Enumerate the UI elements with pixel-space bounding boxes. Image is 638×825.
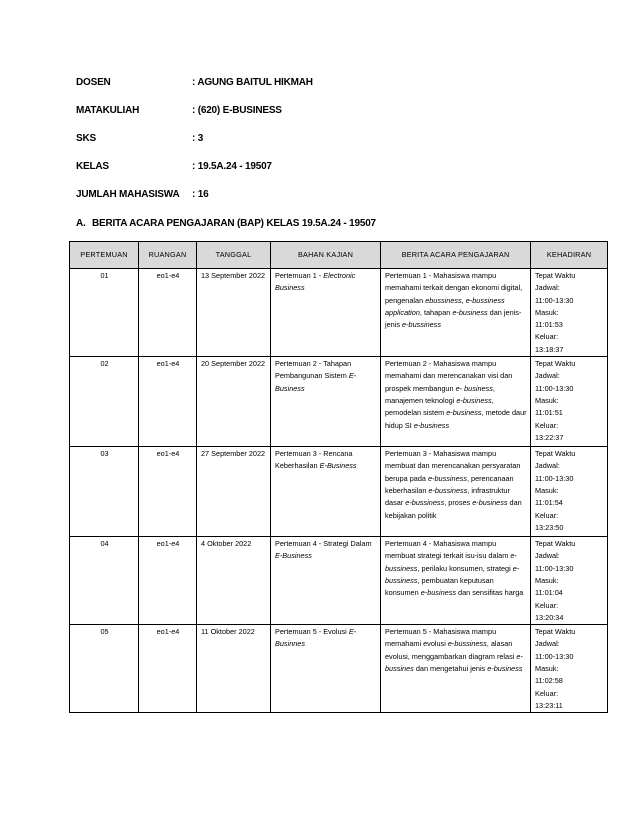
jumlah-mahasiswa-label: JUMLAH MAHASISWA <box>76 189 180 200</box>
kehadiran-line: Keluar: <box>535 332 559 342</box>
col-header-ruangan: RUANGAN <box>139 242 197 269</box>
berita-acara-segment: , pembuatan keputusan konsumen <box>385 575 494 598</box>
kehadiran-line: Jadwal: <box>535 551 560 561</box>
berita-acara-segment: , alasan evolusi, menggambarkan diagram relasi <box>385 639 517 661</box>
col-header-bahan-kajian: BAHAN KAJIAN <box>271 242 381 269</box>
table-row <box>70 537 608 625</box>
berita-acara-segment: ebussiness, e-bussiness application <box>385 295 505 317</box>
berita-acara-segment: e-business <box>472 498 508 508</box>
table-row <box>70 447 608 537</box>
col-header-berita-acara: BERITA ACARA PENGAJARAN <box>381 242 531 269</box>
berita-acara-segment: e-business <box>452 307 488 317</box>
kehadiran-line: Masuk: <box>535 485 559 495</box>
kehadiran-line: Jadwal: <box>535 283 560 293</box>
table-row <box>70 269 608 357</box>
kehadiran-line: Masuk: <box>535 575 559 585</box>
bahan-kajian-cell <box>271 537 381 625</box>
bahan-kajian-text: Pertemuan 2 - Tahapan Pembangunan Sistem <box>275 359 352 381</box>
berita-acara-segment: , perilaku konsumen, strategi <box>417 563 513 573</box>
berita-acara-segment: e-bussiness <box>428 473 467 483</box>
berita-acara-segment: e- business <box>455 383 493 393</box>
kehadiran-line: 13:22:37 <box>535 432 564 442</box>
berita-acara-segment: Pertemuan 5 - Mahasiswa mampu memahami evolusi <box>385 627 497 649</box>
kehadiran-line: Tepat Waktu <box>535 539 576 549</box>
berita-acara-segment: dan mengetahui jenis <box>413 664 488 674</box>
berita-acara-segment: e-bussiness <box>385 563 520 585</box>
ruangan-cell: eo1-e4 <box>139 357 197 447</box>
section-heading <box>76 218 376 229</box>
sks-label: SKS <box>76 133 96 144</box>
kehadiran-line: Tepat Waktu <box>535 627 576 637</box>
kehadiran-line: Tepat Waktu <box>535 359 576 369</box>
berita-acara-cell <box>381 447 531 537</box>
table-row <box>70 625 608 713</box>
dosen-value: : AGUNG BAITUL HIKMAH <box>192 77 313 88</box>
kehadiran-line: Jadwal: <box>535 461 560 471</box>
kehadiran-cell <box>531 357 608 447</box>
bahan-kajian-text: Pertemuan 4 - Strategi Dalam <box>275 539 372 549</box>
kehadiran-line: 11:00-13:30 <box>535 651 574 661</box>
ruangan-cell: eo1-e4 <box>139 625 197 713</box>
table-row <box>70 357 608 447</box>
kehadiran-line: 11:01:54 <box>535 498 563 508</box>
berita-acara-segment: e-bussiness <box>405 498 445 508</box>
kehadiran-line: Keluar: <box>535 510 559 520</box>
pertemuan-cell: 01 <box>70 269 139 357</box>
kehadiran-line: 11:02:58 <box>535 676 563 686</box>
berita-acara-segment: dan sensifitas harga <box>456 588 524 598</box>
berita-acara-segment: e-business <box>487 664 523 674</box>
kehadiran-line: 13:23:50 <box>535 522 564 532</box>
berita-acara-segment: , proses <box>444 498 473 508</box>
kehadiran-line: 13:18:37 <box>535 344 564 354</box>
berita-acara-segment: Pertemuan 2 - Mahasiswa mampu memahami dan merencanakan visi dan prospek membangun <box>385 359 513 393</box>
kehadiran-line: Tepat Waktu <box>535 271 576 280</box>
kehadiran-line: 11:01:53 <box>535 320 563 330</box>
matakuliah-label: MATAKULIAH <box>76 105 140 116</box>
col-header-tanggal: TANGGAL <box>197 242 271 269</box>
berita-acara-segment: e-bussiness <box>447 639 487 649</box>
pertemuan-cell: 05 <box>70 625 139 713</box>
col-header-pertemuan: PERTEMUAN <box>70 242 139 269</box>
kehadiran-line: 11:00-13:30 <box>535 473 574 483</box>
bahan-kajian-italic: E-Business <box>319 461 357 471</box>
kehadiran-line: Masuk: <box>535 664 559 674</box>
tanggal-cell: 20 September 2022 <box>197 357 271 447</box>
berita-acara-segment: Pertemuan 4 - Mahasiswa mampu membuat strategi terkait isu-isu dalam <box>385 539 511 561</box>
pertemuan-cell: 03 <box>70 447 139 537</box>
kehadiran-line: Masuk: <box>535 395 559 405</box>
kehadiran-cell <box>531 269 608 357</box>
berita-acara-segment: e-business <box>420 588 456 598</box>
bahan-kajian-italic: E-Business <box>275 551 312 561</box>
berita-acara-segment: Pertemuan 1 - Mahasiswa mampu memahami terkait dengan ekonomi digital, pengenalan <box>385 271 523 305</box>
berita-acara-segment: Pertemuan 3 - Mahasiswa mampu membuat dan merencanakan persyaratan berupa pada <box>385 449 521 483</box>
bahan-kajian-text: Pertemuan 1 - <box>275 271 322 280</box>
table-header-row <box>70 242 608 269</box>
bap-table <box>69 241 608 713</box>
bahan-kajian-text: Pertemuan 3 - Rencana Keberhasilan <box>275 449 353 471</box>
bahan-kajian-cell <box>271 269 381 357</box>
kehadiran-line: Keluar: <box>535 688 559 698</box>
kehadiran-cell <box>531 447 608 537</box>
bahan-kajian-italic: E-Businnes <box>275 627 357 649</box>
berita-acara-cell <box>381 625 531 713</box>
berita-acara-segment: e-business <box>413 420 450 430</box>
ruangan-cell: eo1-e4 <box>139 269 197 357</box>
tanggal-cell: 27 September 2022 <box>197 447 271 537</box>
berita-acara-segment: e-bussiness <box>428 485 468 495</box>
berita-acara-segment: , tahapan <box>419 307 453 317</box>
bahan-kajian-cell <box>271 357 381 447</box>
bahan-kajian-italic: E-Business <box>275 371 357 393</box>
berita-acara-segment: , perencanaan keberhasilan <box>385 473 514 495</box>
kehadiran-line: 11:01:04 <box>535 588 563 598</box>
berita-acara-segment: dan jenis-jenis <box>385 307 522 330</box>
kehadiran-line: Tepat Waktu <box>535 449 576 459</box>
berita-acara-segment: , infrastruktur dasar <box>385 485 510 508</box>
kehadiran-line: Jadwal: <box>535 371 560 381</box>
tanggal-cell: 4 Oktober 2022 <box>197 537 271 625</box>
kehadiran-line: 11:00-13:30 <box>535 563 574 573</box>
sks-value: : 3 <box>192 133 204 144</box>
kehadiran-line: 13:23:11 <box>535 700 563 710</box>
matakuliah-value: : (620) E-BUSINESS <box>192 105 282 116</box>
kehadiran-cell <box>531 537 608 625</box>
jumlah-mahasiswa-value: : 16 <box>192 189 209 200</box>
berita-acara-segment: , manajemen teknologi <box>385 383 495 405</box>
kehadiran-line: 11:00-13:30 <box>535 383 574 393</box>
col-header-kehadiran: KEHADIRAN <box>531 242 608 269</box>
tanggal-cell: 13 September 2022 <box>197 269 271 357</box>
bahan-kajian-text: Pertemuan 5 - Evolusi <box>275 627 347 637</box>
kehadiran-line: Keluar: <box>535 600 559 610</box>
kehadiran-line: Masuk: <box>535 307 559 317</box>
berita-acara-segment: e-business <box>446 408 482 418</box>
kehadiran-line: 11:00-13:30 <box>535 295 574 305</box>
kehadiran-line: 13:20:34 <box>535 612 564 622</box>
berita-acara-cell <box>381 537 531 625</box>
kehadiran-line: Jadwal: <box>535 639 560 649</box>
bahan-kajian-italic: Electronic Business <box>275 271 356 293</box>
berita-acara-segment: , metode daur hidup SI <box>385 408 527 430</box>
kelas-label: KELAS <box>76 161 109 172</box>
berita-acara-segment: e-bussiness <box>385 551 517 573</box>
kelas-value: : 19.5A.24 - 19507 <box>192 161 272 172</box>
berita-acara-segment: e-bussiness <box>402 320 441 330</box>
ruangan-cell: eo1-e4 <box>139 537 197 625</box>
kehadiran-cell <box>531 625 608 713</box>
pertemuan-cell: 02 <box>70 357 139 447</box>
berita-acara-segment: , pemodelan sistem <box>385 395 494 418</box>
pertemuan-cell: 04 <box>70 537 139 625</box>
bahan-kajian-cell <box>271 447 381 537</box>
berita-acara-segment: e-bussines <box>385 651 523 674</box>
berita-acara-segment: e-business <box>456 395 492 405</box>
berita-acara-cell <box>381 357 531 447</box>
section-title: BERITA ACARA PENGAJARAN (BAP) KELAS 19.5A.24 - 19507 <box>92 218 376 229</box>
section-letter: A. <box>76 218 86 229</box>
tanggal-cell: 11 Oktober 2022 <box>197 625 271 713</box>
bahan-kajian-cell <box>271 625 381 713</box>
kehadiran-line: 11:01:51 <box>535 408 563 418</box>
kehadiran-line: Keluar: <box>535 420 559 430</box>
berita-acara-cell <box>381 269 531 357</box>
berita-acara-segment: dan kebijakan politik <box>385 498 522 520</box>
dosen-label: DOSEN <box>76 77 111 88</box>
ruangan-cell: eo1-e4 <box>139 447 197 537</box>
